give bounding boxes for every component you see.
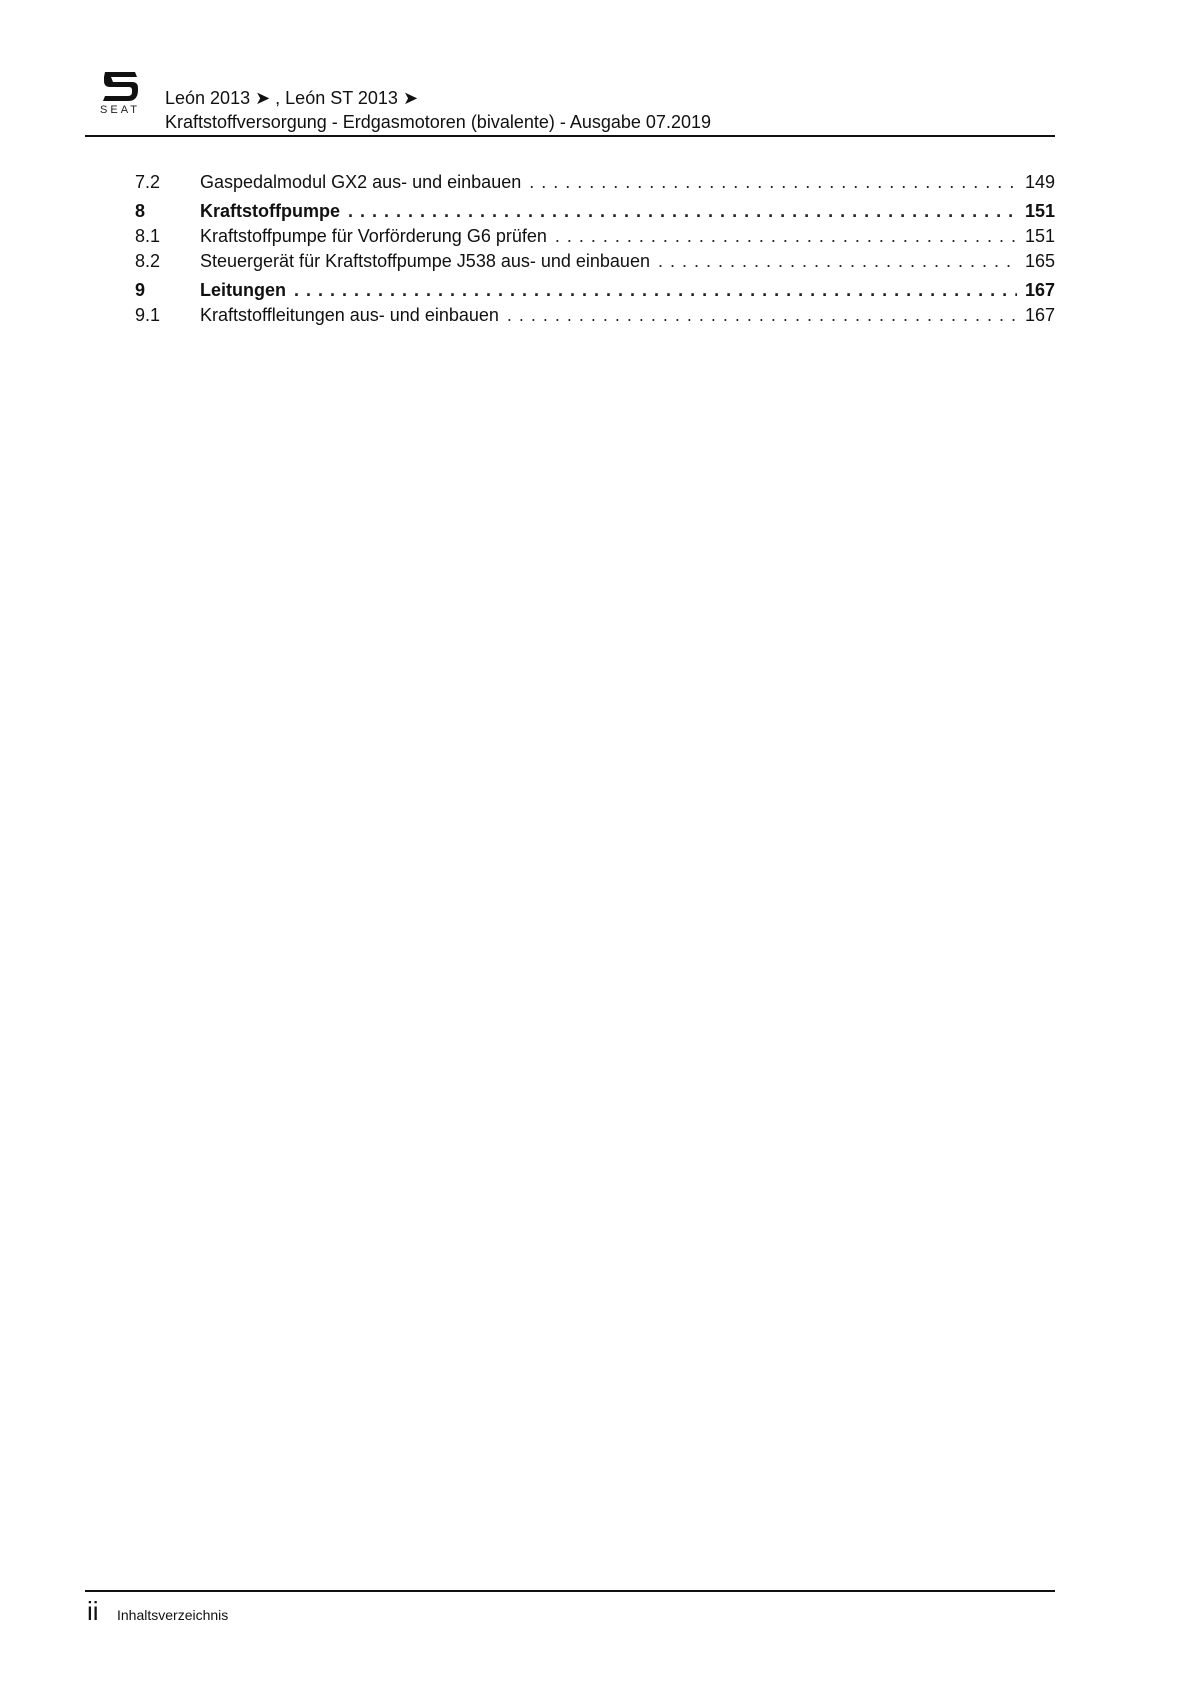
toc-entry-title: Steuergerät für Kraftstoffpumpe J538 aus- und einbauen [200, 249, 658, 274]
toc-entry-page: 151 [1017, 199, 1055, 224]
toc-entry[interactable] [135, 249, 1055, 274]
header-title: León 2013 ➤ , León ST 2013 ➤ [165, 88, 419, 108]
seat-logo-icon [92, 70, 148, 104]
toc-leader-dots [529, 170, 1017, 195]
logo-wordmark: SEAT [100, 104, 140, 116]
toc-entry-number: 9.1 [135, 305, 161, 325]
toc-entry-page: 149 [1017, 170, 1055, 195]
toc-entry-page: 151 [1017, 224, 1055, 249]
toc-entry-page: 165 [1017, 249, 1055, 274]
toc-entry-title: Kraftstoffleitungen aus- und einbauen [200, 303, 507, 328]
toc-leader-dots [348, 199, 1017, 224]
toc-entry[interactable] [135, 303, 1055, 328]
header-divider [85, 135, 1055, 137]
toc-entry-title: Gaspedalmodul GX2 aus- und einbauen [200, 170, 529, 195]
toc-leader-dots [294, 278, 1017, 303]
toc-entry-page: 167 [1017, 278, 1055, 303]
footer-divider [85, 1590, 1055, 1592]
toc-entry[interactable] [135, 170, 1055, 195]
toc-entry-title: Kraftstoffpumpe für Vorförderung G6 prüfen [200, 224, 555, 249]
toc-entry-number: 7.2 [135, 172, 161, 192]
toc-entry-title: Leitungen [200, 278, 294, 303]
toc-leader-dots [555, 224, 1017, 249]
toc-chapter[interactable] [135, 199, 1055, 224]
toc-entry-number: 9 [135, 280, 146, 300]
toc-entry-number: 8.1 [135, 226, 161, 246]
header-subtitle: Kraftstoffversorgung - Erdgasmotoren (bivalente) - Ausgabe 07.2019 [165, 112, 711, 132]
toc-entry[interactable] [135, 224, 1055, 249]
footer-page-number: ii [87, 1596, 99, 1626]
toc-entry-page: 167 [1017, 303, 1055, 328]
seat-logo [92, 70, 148, 116]
toc-leader-dots [507, 303, 1017, 328]
table-of-contents [135, 170, 1055, 328]
toc-leader-dots [658, 249, 1017, 274]
toc-entry-title: Kraftstoffpumpe [200, 199, 348, 224]
toc-chapter[interactable] [135, 278, 1055, 303]
toc-entry-number: 8 [135, 201, 146, 221]
footer-section-title: Inhaltsverzeichnis [117, 1607, 229, 1623]
toc-entry-number: 8.2 [135, 251, 161, 271]
